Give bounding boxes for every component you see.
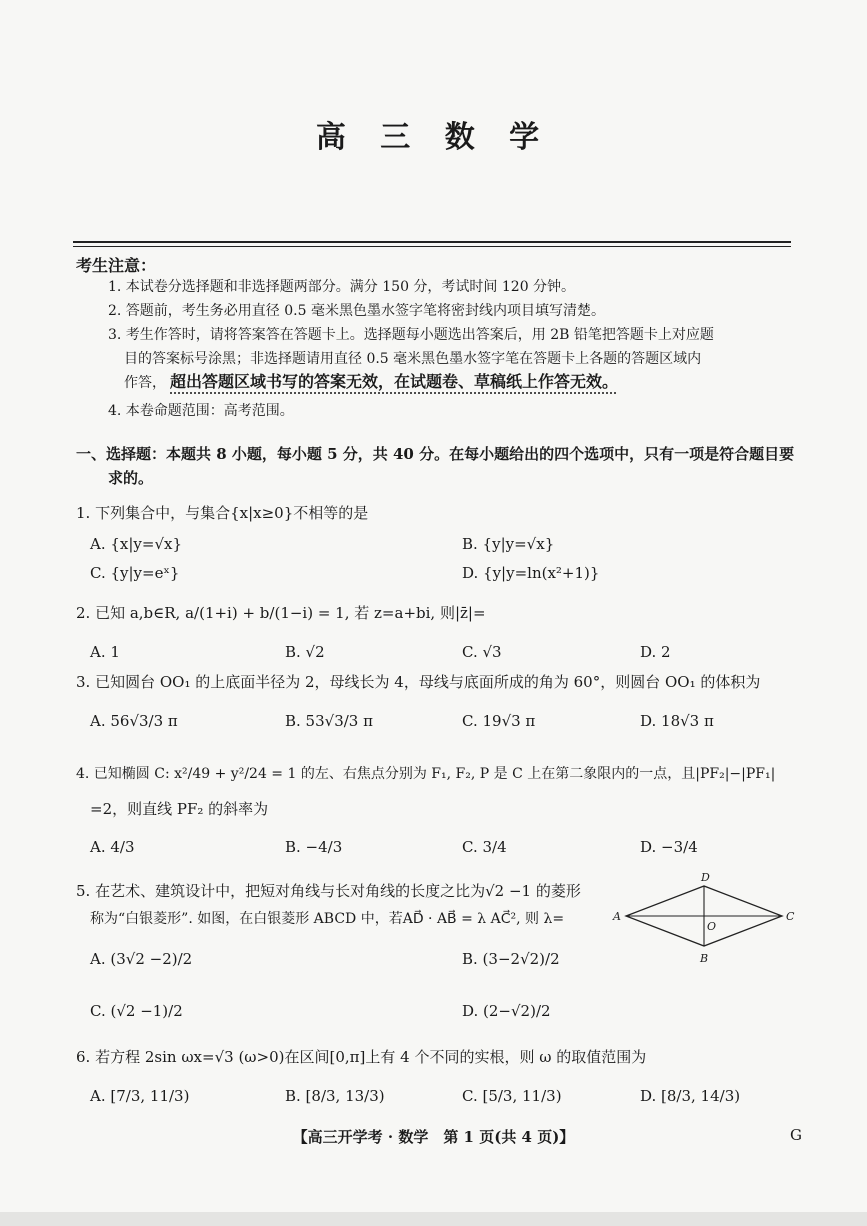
rhombus-figure xyxy=(610,868,800,968)
notice-item-4: 4. 本卷命题范围：高考范围。 xyxy=(108,403,294,419)
notice-item-1: 1. 本试卷分选择题和非选择题两部分。满分 150 分，考试时间 120 分钟。 xyxy=(108,279,576,295)
question-2-option-b: B. √2 xyxy=(285,643,325,661)
corner-mark: G xyxy=(790,1126,802,1144)
question-2-stem: 2. 已知 a,b∈R, a/(1+i) + b/(1−i) = 1, 若 z=a+bi, 则|z̄|= xyxy=(76,604,486,622)
question-4-option-d: D. −3/4 xyxy=(640,838,698,856)
page-footer: 【高三开学考 · 数学 第 1 页(共 4 页)】 xyxy=(292,1128,575,1146)
label-d: D xyxy=(701,871,710,884)
notice-item-3: 3. 考生作答时，请将答案答在答题卡上。选择题每小题选出答案后，用 2B 铅笔把答题卡上对应题 xyxy=(108,327,714,343)
question-4-stem-cont: =2，则直线 PF₂ 的斜率为 xyxy=(90,800,269,818)
question-2-option-a: A. 1 xyxy=(90,643,120,661)
notice-item-3-cont: 目的答案标号涂黑；非选择题请用直径 0.5 毫米黑色墨水签字笔在答题卡上各题的答题区域内 xyxy=(124,351,702,367)
question-4-stem: 4. 已知椭圆 C: x²/49 + y²/24 = 1 的左、右焦点分别为 F₁, F₂, P 是 C 上在第二象限内的一点，且|PF₂|−|PF₁| xyxy=(76,766,776,782)
question-5-stem-cont: 称为“白银菱形”. 如图，在白银菱形 ABCD 中，若AD⃗ · AB⃗ = λ AC⃗², 则 λ= xyxy=(90,911,565,927)
section-heading-cont: 求的。 xyxy=(108,469,154,487)
label-a: A xyxy=(613,910,621,923)
question-6-option-c: C. [5/3, 11/3) xyxy=(462,1087,562,1105)
notice-item-2: 2. 答题前，考生务必用直径 0.5 毫米黑色墨水签字笔将密封线内项目填写清楚。 xyxy=(108,303,605,319)
question-4-option-b: B. −4/3 xyxy=(285,838,343,856)
question-3-stem: 3. 已知圆台 OO₁ 的上底面半径为 2，母线长为 4，母线与底面所成的角为 60°，则圆台 OO₁ 的体积为 xyxy=(76,673,761,691)
question-1-option-a: A. {x|y=√x} xyxy=(90,535,183,553)
label-c: C xyxy=(786,910,795,923)
question-2-option-d: D. 2 xyxy=(640,643,671,661)
question-6-stem: 6. 若方程 2sin ωx=√3 (ω>0)在区间[0,π]上有 4 个不同的实根，则 ω 的取值范围为 xyxy=(76,1048,647,1066)
notice-warning: 超出答题区域书写的答案无效，在试题卷、草稿纸上作答无效。 xyxy=(170,372,619,391)
header-rule-thin xyxy=(73,246,791,247)
question-3-option-c: C. 19√3 π xyxy=(462,712,536,730)
notice-item-3-cont2: 作答， xyxy=(124,375,166,391)
question-3-option-d: D. 18√3 π xyxy=(640,712,714,730)
question-1-option-b: B. {y|y=√x} xyxy=(462,535,555,553)
scan-edge xyxy=(0,1212,867,1226)
question-1-option-d: D. {y|y=ln(x²+1)} xyxy=(462,564,600,582)
question-6-option-a: A. [7/3, 11/3) xyxy=(90,1087,190,1105)
header-rule-thick xyxy=(73,241,791,243)
question-3-option-a: A. 56√3/3 π xyxy=(90,712,178,730)
question-1-stem: 1. 下列集合中，与集合{x|x≥0}不相等的是 xyxy=(76,504,369,522)
question-6-option-b: B. [8/3, 13/3) xyxy=(285,1087,385,1105)
question-5-option-a: A. (3√2 −2)/2 xyxy=(90,950,193,968)
label-b: B xyxy=(700,952,709,965)
page-title: 高 三 数 学 xyxy=(315,120,552,155)
question-5-option-d: D. (2−√2)/2 xyxy=(462,1002,551,1020)
notice-heading: 考生注意： xyxy=(76,256,157,275)
section-heading: 一、选择题：本题共 8 小题，每小题 5 分，共 40 分。在每小题给出的四个选项中，只有一项是符合题目要 xyxy=(76,445,795,463)
question-5-option-b: B. (3−2√2)/2 xyxy=(462,950,560,968)
question-5-option-c: C. (√2 −1)/2 xyxy=(90,1002,183,1020)
question-2-option-c: C. √3 xyxy=(462,643,502,661)
question-6-option-d: D. [8/3, 14/3) xyxy=(640,1087,741,1105)
label-o: O xyxy=(707,920,717,933)
question-4-option-a: A. 4/3 xyxy=(90,838,135,856)
question-4-option-c: C. 3/4 xyxy=(462,838,507,856)
question-3-option-b: B. 53√3/3 π xyxy=(285,712,373,730)
question-1-option-c: C. {y|y=eˣ} xyxy=(90,564,180,582)
question-5-stem: 5. 在艺术、建筑设计中，把短对角线与长对角线的长度之比为√2 −1 的菱形 xyxy=(76,882,581,900)
